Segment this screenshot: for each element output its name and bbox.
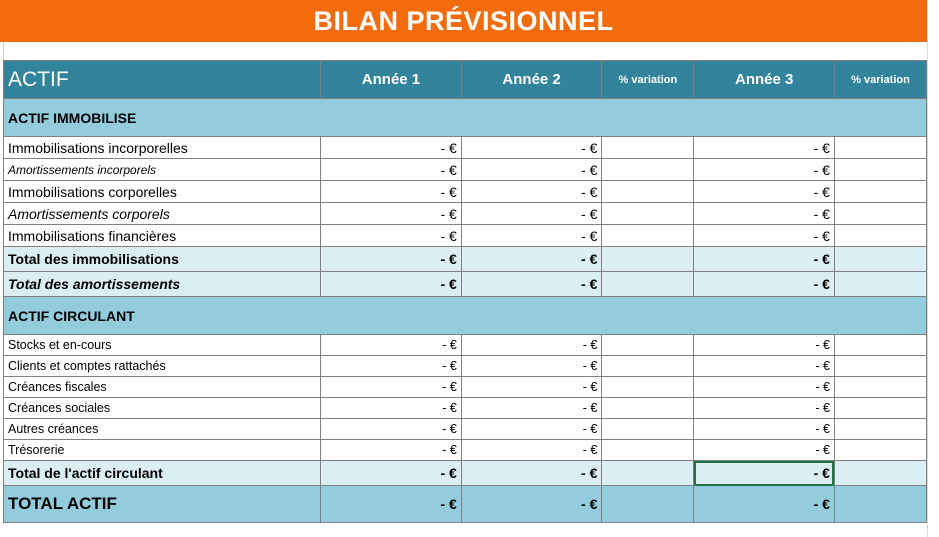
cell-variation-1[interactable] (602, 137, 694, 159)
selected-cell-year-3[interactable]: - € (694, 461, 835, 486)
table-row (4, 203, 927, 225)
header-variation-2[interactable]: % variation (834, 61, 926, 99)
header-year-2[interactable]: Année 2 (461, 61, 602, 99)
cell-year-3[interactable]: - € (694, 419, 835, 440)
cell-variation-2[interactable] (834, 159, 926, 181)
header-row (4, 61, 927, 99)
cell-year-3[interactable]: - € (694, 203, 835, 225)
cell-year-3[interactable]: - € (694, 181, 835, 203)
cell-variation-1[interactable] (602, 398, 694, 419)
cell-variation-2[interactable] (834, 398, 926, 419)
cell-year-3[interactable]: - € (694, 272, 835, 297)
cell-year-3[interactable]: - € (694, 247, 835, 272)
total-amortissements-label[interactable]: Total des amortissements (4, 272, 321, 297)
cell-year-2[interactable]: - € (461, 440, 602, 461)
cell[interactable] (461, 297, 602, 335)
section-header-row (4, 99, 927, 137)
cell-year-1[interactable]: - € (321, 247, 462, 272)
cell-year-1[interactable]: - € (321, 356, 462, 377)
header-year-1[interactable]: Année 1 (321, 61, 462, 99)
row-label[interactable]: Créances fiscales (4, 377, 321, 398)
total-row (4, 461, 927, 486)
total-row (4, 247, 927, 272)
cell-variation-1[interactable] (602, 440, 694, 461)
cell-variation-1[interactable] (602, 356, 694, 377)
cell-year-2[interactable]: - € (461, 203, 602, 225)
table-row (4, 137, 927, 159)
cell-year-1[interactable]: - € (321, 461, 462, 486)
total-actif-circulant-label[interactable]: Total de l'actif circulant (4, 461, 321, 486)
row-label[interactable]: Autres créances (4, 419, 321, 440)
cell-year-2[interactable]: - € (461, 419, 602, 440)
cell-variation-1[interactable] (602, 159, 694, 181)
grand-total-row (4, 486, 927, 523)
row-label[interactable]: Immobilisations financières (4, 225, 321, 247)
cell-variation-1[interactable] (602, 203, 694, 225)
cell-year-1[interactable]: - € (321, 181, 462, 203)
cell-variation-2[interactable] (834, 137, 926, 159)
cell-year-2[interactable]: - € (461, 272, 602, 297)
cell-variation-2[interactable] (834, 181, 926, 203)
cell-variation-2[interactable] (834, 486, 926, 523)
total-actif-label[interactable]: TOTAL ACTIF (4, 486, 321, 523)
cell-year-1[interactable]: - € (321, 272, 462, 297)
table-row (4, 159, 927, 181)
cell-year-3[interactable]: - € (694, 486, 835, 523)
cell-year-3[interactable]: - € (694, 398, 835, 419)
cell-variation-2[interactable] (834, 440, 926, 461)
section-header-row (4, 297, 927, 335)
row-label[interactable]: Immobilisations incorporelles (4, 137, 321, 159)
cell[interactable] (602, 99, 694, 137)
row-label[interactable]: Amortissements corporels (4, 203, 321, 225)
balance-sheet-table (3, 60, 927, 523)
cell-year-2[interactable]: - € (461, 137, 602, 159)
cell-variation-2[interactable] (834, 203, 926, 225)
cell-variation-1[interactable] (602, 461, 694, 486)
cell-variation-2[interactable] (834, 225, 926, 247)
cell[interactable] (834, 297, 926, 335)
cell-year-1[interactable]: - € (321, 159, 462, 181)
cell-variation-1[interactable] (602, 272, 694, 297)
cell-year-2[interactable]: - € (461, 356, 602, 377)
cell[interactable] (694, 297, 835, 335)
table-row (4, 225, 927, 247)
header-year-3[interactable]: Année 3 (694, 61, 835, 99)
table-row (4, 398, 927, 419)
cell-year-1[interactable]: - € (321, 377, 462, 398)
row-label[interactable]: Immobilisations corporelles (4, 181, 321, 203)
cell-year-2[interactable]: - € (461, 486, 602, 523)
cell-year-1[interactable]: - € (321, 225, 462, 247)
sheet-title: BILAN PRÉVISIONNEL (0, 0, 927, 42)
cell-year-3[interactable]: - € (694, 440, 835, 461)
cell-year-3[interactable]: - € (694, 356, 835, 377)
cell[interactable] (461, 99, 602, 137)
cell-variation-2[interactable] (834, 377, 926, 398)
cell-year-1[interactable]: - € (321, 440, 462, 461)
cell[interactable] (321, 297, 462, 335)
section-actif-circulant[interactable]: ACTIF CIRCULANT (4, 297, 321, 335)
row-label[interactable]: Créances sociales (4, 398, 321, 419)
gridline (3, 42, 4, 60)
table-row (4, 335, 927, 356)
cell-variation-1[interactable] (602, 335, 694, 356)
cell-year-3[interactable]: - € (694, 335, 835, 356)
row-label[interactable]: Amortissements incorporels (4, 159, 321, 181)
total-immobilisations-label[interactable]: Total des immobilisations (4, 247, 321, 272)
cell[interactable] (321, 99, 462, 137)
cell[interactable] (602, 297, 694, 335)
cell-year-2[interactable]: - € (461, 225, 602, 247)
row-label[interactable]: Stocks et en-cours (4, 335, 321, 356)
cell-variation-1[interactable] (602, 486, 694, 523)
header-actif[interactable]: ACTIF (4, 61, 321, 99)
total-row (4, 272, 927, 297)
cell-variation-1[interactable] (602, 247, 694, 272)
table-row (4, 181, 927, 203)
cell-variation-1[interactable] (602, 377, 694, 398)
cell-year-3[interactable]: - € (694, 159, 835, 181)
cell-year-1[interactable]: - € (321, 137, 462, 159)
table-row (4, 377, 927, 398)
cell-year-2[interactable]: - € (461, 377, 602, 398)
table-row (4, 356, 927, 377)
cell-year-2[interactable]: - € (461, 159, 602, 181)
cell-year-1[interactable]: - € (321, 486, 462, 523)
cell-year-2[interactable]: - € (461, 181, 602, 203)
cell-year-2[interactable]: - € (461, 461, 602, 486)
cell[interactable] (834, 99, 926, 137)
cell-year-1[interactable]: - € (321, 419, 462, 440)
cell-variation-2[interactable] (834, 356, 926, 377)
gridline (927, 0, 928, 537)
row-label[interactable]: Clients et comptes rattachés (4, 356, 321, 377)
cell-year-2[interactable]: - € (461, 398, 602, 419)
cell[interactable] (694, 99, 835, 137)
cell-year-2[interactable]: - € (461, 247, 602, 272)
cell-variation-1[interactable] (602, 419, 694, 440)
table-row (4, 440, 927, 461)
cell-variation-1[interactable] (602, 225, 694, 247)
cell-variation-2[interactable] (834, 247, 926, 272)
cell-variation-2[interactable] (834, 419, 926, 440)
cell-variation-2[interactable] (834, 272, 926, 297)
header-variation-1[interactable]: % variation (602, 61, 694, 99)
cell-variation-2[interactable] (834, 335, 926, 356)
cell-variation-1[interactable] (602, 181, 694, 203)
cell-year-3[interactable]: - € (694, 225, 835, 247)
cell-year-1[interactable]: - € (321, 203, 462, 225)
cell-variation-2[interactable] (834, 461, 926, 486)
section-actif-immobilise[interactable]: ACTIF IMMOBILISE (4, 99, 321, 137)
cell-year-2[interactable]: - € (461, 335, 602, 356)
cell-year-3[interactable]: - € (694, 377, 835, 398)
cell-year-1[interactable]: - € (321, 335, 462, 356)
cell-year-1[interactable]: - € (321, 398, 462, 419)
row-label[interactable]: Trésorerie (4, 440, 321, 461)
cell-year-3[interactable]: - € (694, 137, 835, 159)
table-row (4, 419, 927, 440)
